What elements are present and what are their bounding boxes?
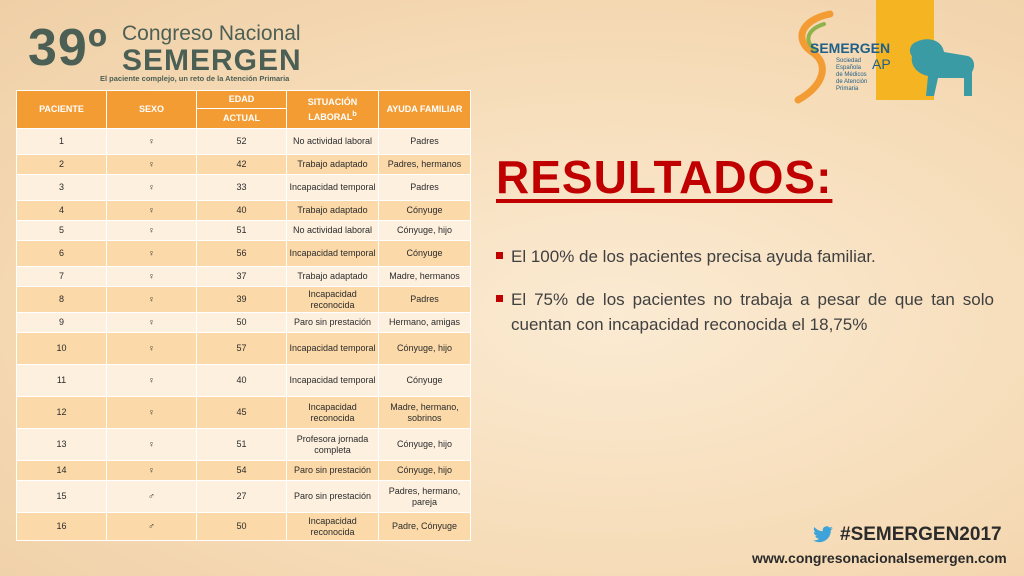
cell-sexo: ♀ — [107, 365, 197, 397]
table-row — [17, 267, 471, 287]
cell-edad: 33 — [197, 175, 287, 201]
lion-icon — [898, 36, 978, 100]
cell-situacion: Paro sin prestación — [287, 313, 379, 333]
cell-sexo: ♀ — [107, 201, 197, 221]
cell-sexo: ♀ — [107, 461, 197, 481]
table-row — [17, 513, 471, 541]
table-row — [17, 155, 471, 175]
col-header-sexo: SEXO — [107, 91, 197, 129]
cell-edad: 50 — [197, 313, 287, 333]
table-row — [17, 221, 471, 241]
cell-situacion: Incapacidad reconocida — [287, 513, 379, 541]
cell-paciente: 14 — [17, 461, 107, 481]
cell-ayuda: Padres, hermano, pareja — [379, 481, 471, 513]
cell-edad: 37 — [197, 267, 287, 287]
bullet-item — [496, 287, 994, 337]
cell-situacion: Incapacidad reconocida — [287, 287, 379, 313]
congress-title-line2: SEMERGEN — [122, 44, 302, 77]
cell-ayuda: Cónyuge, hijo — [379, 461, 471, 481]
cell-edad: 51 — [197, 221, 287, 241]
cell-paciente: 11 — [17, 365, 107, 397]
col-header-situacion-text: SITUACIÓN LABORAL — [307, 96, 358, 122]
col-header-edad: EDAD — [197, 91, 287, 109]
bullet-text: El 100% de los pacientes precisa ayuda familiar. — [511, 247, 876, 266]
cell-ayuda: Cónyuge — [379, 201, 471, 221]
cell-situacion: No actividad laboral — [287, 129, 379, 155]
cell-situacion: Trabajo adaptado — [287, 155, 379, 175]
cell-edad: 42 — [197, 155, 287, 175]
cell-sexo: ♂ — [107, 513, 197, 541]
logo-subtitle: Sociedad Española de Médicos de Atención Primaria — [836, 58, 868, 92]
cell-edad: 27 — [197, 481, 287, 513]
cell-paciente: 16 — [17, 513, 107, 541]
cell-ayuda: Cónyuge, hijo — [379, 221, 471, 241]
cell-sexo: ♀ — [107, 175, 197, 201]
cell-situacion: Profesora jornada completa — [287, 429, 379, 461]
patients-table — [16, 90, 471, 541]
logo-ap: AP — [872, 56, 891, 72]
table-row — [17, 287, 471, 313]
bullet-square-icon — [496, 252, 503, 259]
cell-sexo: ♀ — [107, 397, 197, 429]
congress-logo — [28, 18, 318, 88]
cell-edad: 52 — [197, 129, 287, 155]
cell-paciente: 7 — [17, 267, 107, 287]
cell-ayuda: Cónyuge — [379, 241, 471, 267]
cell-ayuda: Padres — [379, 287, 471, 313]
semergen-s-mark-icon — [790, 6, 840, 106]
table-row — [17, 365, 471, 397]
table-body — [17, 129, 471, 541]
twitter-bird-icon — [812, 526, 834, 544]
cell-ayuda: Cónyuge, hijo — [379, 429, 471, 461]
cell-ayuda: Madre, hermano, sobrinos — [379, 397, 471, 429]
results-bullet-list — [496, 244, 994, 355]
table-row — [17, 129, 471, 155]
cell-edad: 56 — [197, 241, 287, 267]
bullet-text: El 75% de los pacientes no trabaja a pesar de que tan solo cuentan con incapacidad reconocida el 18,75% — [511, 290, 994, 334]
cell-paciente: 1 — [17, 129, 107, 155]
cell-ayuda: Padre, Cónyuge — [379, 513, 471, 541]
cell-edad: 40 — [197, 365, 287, 397]
cell-sexo: ♀ — [107, 313, 197, 333]
cell-situacion: Paro sin prestación — [287, 481, 379, 513]
cell-paciente: 10 — [17, 333, 107, 365]
semergen-ap-logo — [790, 0, 990, 110]
cell-paciente: 13 — [17, 429, 107, 461]
cell-edad: 51 — [197, 429, 287, 461]
cell-paciente: 5 — [17, 221, 107, 241]
cell-sexo: ♀ — [107, 129, 197, 155]
table-row — [17, 481, 471, 513]
cell-sexo: ♀ — [107, 287, 197, 313]
bullet-item — [496, 244, 994, 269]
col-header-situacion-sup: b — [352, 108, 357, 118]
congress-tagline: El paciente complejo, un reto de la Atención Primaria — [100, 74, 290, 83]
cell-situacion: Incapacidad temporal — [287, 365, 379, 397]
cell-sexo: ♀ — [107, 241, 197, 267]
table-row — [17, 241, 471, 267]
cell-paciente: 6 — [17, 241, 107, 267]
cell-paciente: 3 — [17, 175, 107, 201]
footer-hashtag: #SEMERGEN2017 — [840, 524, 1002, 545]
cell-situacion: Trabajo adaptado — [287, 267, 379, 287]
cell-ayuda: Hermano, amigas — [379, 313, 471, 333]
cell-edad: 54 — [197, 461, 287, 481]
footer-url: www.congresonacionalsemergen.com — [752, 550, 1007, 566]
cell-ayuda: Padres — [379, 175, 471, 201]
table-row — [17, 333, 471, 365]
table-row — [17, 201, 471, 221]
table-row — [17, 429, 471, 461]
col-header-edad-actual: ACTUAL — [197, 109, 287, 129]
cell-sexo: ♀ — [107, 333, 197, 365]
bullet-square-icon — [496, 295, 503, 302]
cell-ayuda: Cónyuge, hijo — [379, 333, 471, 365]
cell-edad: 40 — [197, 201, 287, 221]
cell-sexo: ♀ — [107, 221, 197, 241]
col-header-ayuda: AYUDA FAMILIAR — [379, 91, 471, 129]
cell-ayuda: Cónyuge — [379, 365, 471, 397]
cell-situacion: Paro sin prestación — [287, 461, 379, 481]
cell-sexo: ♂ — [107, 481, 197, 513]
cell-paciente: 9 — [17, 313, 107, 333]
cell-sexo: ♀ — [107, 429, 197, 461]
cell-paciente: 2 — [17, 155, 107, 175]
cell-paciente: 4 — [17, 201, 107, 221]
congress-title-line1: Congreso Nacional — [122, 22, 301, 45]
cell-situacion: Incapacidad temporal — [287, 175, 379, 201]
table-row — [17, 313, 471, 333]
congress-number: 39º — [28, 19, 108, 77]
table-row — [17, 175, 471, 201]
results-heading: RESULTADOS: — [496, 151, 833, 203]
cell-paciente: 8 — [17, 287, 107, 313]
cell-edad: 50 — [197, 513, 287, 541]
logo-name: SEMERGEN — [810, 40, 891, 56]
cell-edad: 45 — [197, 397, 287, 429]
cell-situacion: Incapacidad temporal — [287, 241, 379, 267]
cell-edad: 39 — [197, 287, 287, 313]
cell-ayuda: Madre, hermanos — [379, 267, 471, 287]
cell-situacion: Incapacidad reconocida — [287, 397, 379, 429]
cell-ayuda: Padres — [379, 129, 471, 155]
cell-sexo: ♀ — [107, 155, 197, 175]
cell-paciente: 12 — [17, 397, 107, 429]
table-row — [17, 397, 471, 429]
cell-sexo: ♀ — [107, 267, 197, 287]
cell-situacion: Trabajo adaptado — [287, 201, 379, 221]
cell-situacion: Incapacidad temporal — [287, 333, 379, 365]
col-header-situacion — [287, 91, 379, 129]
cell-edad: 57 — [197, 333, 287, 365]
cell-paciente: 15 — [17, 481, 107, 513]
cell-ayuda: Padres, hermanos — [379, 155, 471, 175]
cell-situacion: No actividad laboral — [287, 221, 379, 241]
table-row — [17, 461, 471, 481]
col-header-paciente: PACIENTE — [17, 91, 107, 129]
